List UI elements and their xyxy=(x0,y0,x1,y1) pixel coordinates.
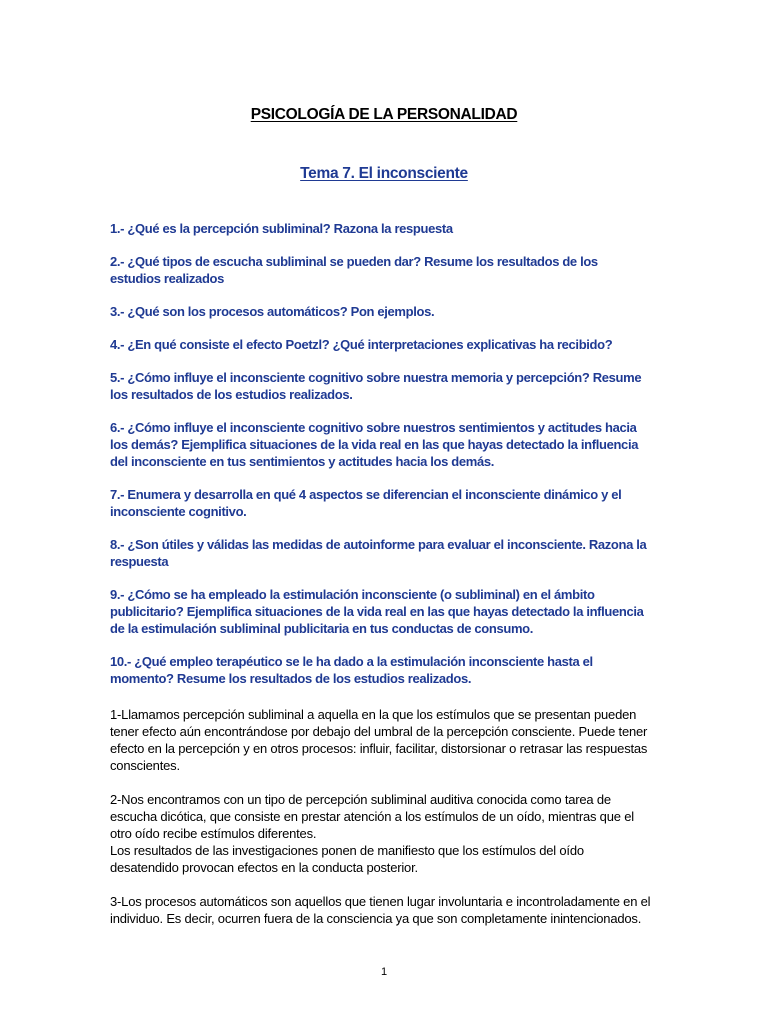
question-item: 2.- ¿Qué tipos de escucha subliminal se pueden dar? Resume los resultados de los estudios realizados xyxy=(110,254,598,286)
question-item: 1.- ¿Qué es la percepción subliminal? Razona la respuesta xyxy=(110,221,453,236)
question-item: 7.- Enumera y desarrolla en qué 4 aspectos se diferencian el inconsciente dinámico y el inconsciente cognitivo. xyxy=(110,487,622,519)
answer-paragraph: 1-Llamamos percepción subliminal a aquella en la que los estímulos que se presentan pueden tener efecto aún encontrándose por debajo del umbral de la percepción consciente. Puede tener efecto en la percepción y en otros procesos: influir, facilitar, distorsionar o retrasar las respuestas conscientes. xyxy=(110,707,648,773)
answer-paragraph: 2-Nos encontramos con un tipo de percepción subliminal auditiva conocida como tarea de escucha dicótica, que consiste en prestar atención a los estímulos de un oído, mientras que el otro oído recibe estímulos diferentes. Los resultados de las investigaciones ponen de manifiesto que los estímulos del oído desatendido provocan efectos en la conducta posterior. xyxy=(110,792,634,875)
question-item: 8.- ¿Son útiles y válidas las medidas de autoinforme para evaluar el inconsciente. Razona la respuesta xyxy=(110,537,647,569)
document-title: PSICOLOGÍA DE LA PERSONALIDAD xyxy=(250,106,518,123)
question-item: 6.- ¿Cómo influye el inconsciente cognitivo sobre nuestros sentimientos y actitudes hacia los demás? Ejemplifica situaciones de la vida real en las que hayas detectado la influencia del inconsciente en tus sentimientos y actitudes hacia los demás. xyxy=(110,420,639,469)
question-list xyxy=(110,220,650,703)
answer-paragraph: 3-Los procesos automáticos son aquellos que tienen lugar involuntaria e incontroladamente en el individuo. Es decir, ocurren fuera de la consciencia ya que son completamente inintencionados. xyxy=(110,894,651,926)
answer-section xyxy=(110,706,655,944)
page-number: 1 xyxy=(380,966,388,978)
question-item: 9.- ¿Cómo se ha empleado la estimulación inconsciente (o subliminal) en el ámbito publicitario? Ejemplifica situaciones de la vida real en las que hayas detectado la influencia de la estimulación subliminal publicitaria en tus conductas de consumo. xyxy=(110,587,644,636)
question-item: 4.- ¿En qué consiste el efecto Poetzl? ¿Qué interpretaciones explicativas ha recibido? xyxy=(110,337,613,352)
question-item: 3.- ¿Qué son los procesos automáticos? Pon ejemplos. xyxy=(110,304,435,319)
question-item: 5.- ¿Cómo influye el inconsciente cognitivo sobre nuestra memoria y percepción? Resume los resultados de los estudios realizados. xyxy=(110,370,642,402)
question-item: 10.- ¿Qué empleo terapéutico se le ha dado a la estimulación inconsciente hasta el momento? Resume los resultados de los estudios realizados. xyxy=(110,654,593,686)
document-subtitle: Tema 7. El inconsciente xyxy=(300,165,468,182)
